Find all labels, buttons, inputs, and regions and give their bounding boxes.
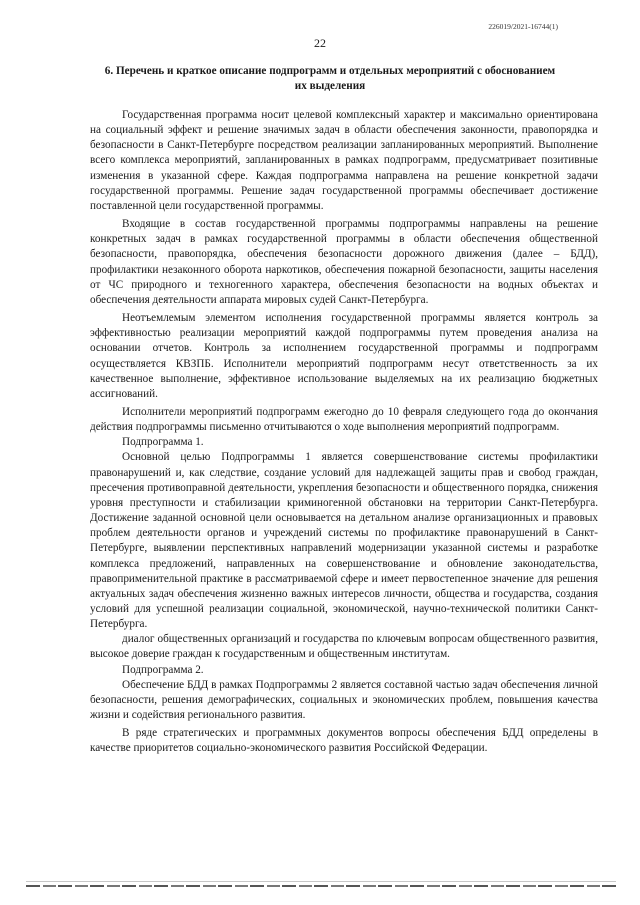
paragraph-program-overview: Государственная программа носит целевой комплексный характер и максимально ориентирована на социальный эффект и решение значимых задач в области обеспечения законности, правопорядка и безопасности в Санкт-Петербурге посредством реализации запланированных мероприятий. Выполнение всего комплекса мероприятий, запланированных в рамках подпрограмм, предусматривает позитивные изменения в указанной сфере. Каждая подпрограмма направлена на решение конкретной задачи государственной программы. Решение задач государственной программы обеспечивает достижение поставленной цели государственной программы. [90,109,598,212]
document-number: 226019/2021-16744(1) [488,22,558,31]
paragraph-subprogram-1-goal: Основной целью Подпрограммы 1 является совершенствование системы профилактики правонарушений и, как следствие, создание условий для надлежащей защиты прав и свобод граждан, пресечения противоправной деятельности, укрепления безопасности и общественного порядка, снижения уровня преступности и стабилизации криминогенной обстановки на территории Санкт-Петербурга. Достижение заданной основной цели основывается на детальном анализе организационных и правовых проблем деятельности органов и учреждений системы по профилактике правонарушений в Санкт-Петербурге, выявлении перспективных направлений модернизации указанной системы и разработке комплекса предложений, направленных на совершенствование и обновление законодательства, правоприменительной практике в рассматриваемой сфере и имеет первостепенное значение для решения актуальных задач обеспечения жизненно важных интересов личности, общества и государства, создания условий для успешной реализации социальной, экономической, научно-технической политики Санкт-Петербурга. [90,451,598,631]
scan-edge-line [26,885,616,887]
scan-edge-line [26,881,616,882]
subprogram-2-heading: Подпрограмма 2. [122,663,204,676]
document-body [90,108,598,757]
paragraph-subprogram-2-bdd: Обеспечение БДД в рамках Подпрограммы 2 является составной частью задач обеспечения личной безопасности, решения демографических, социальных и экономических проблем, повышения качества жизни и содействия регионального развития. [90,678,598,722]
paragraph-strategic-documents: В ряде стратегических и программных документов вопросы обеспечения БДД определены в качестве приоритетов социально-экономического развития Российской Федерации. [90,727,598,755]
section-heading: 6. Перечень и краткое описание подпрограмм и отдельных мероприятий с обоснованием их выделения [104,65,556,92]
paragraph-subprograms-composition: Входящие в состав государственной программы подпрограммы направлены на решение конкретных задач в рамках государственной программы в области обеспечения общественной безопасности, правопорядка, обеспечения безопасности дорожного движения (далее – БДД), профилактики незаконного оборота наркотиков, обеспечения пожарной безопасности, защиты населения от ЧС природного и техногенного характера, обеспечения безопасности на водных объектах и обеспечения деятельности аппарата мировых судей Санкт-Петербурга. [90,218,598,306]
paragraph-reporting: Исполнители мероприятий подпрограмм ежегодно до 10 февраля следующего года до окончания действия подпрограммы письменно отчитываются о ходе выполнения мероприятий подпрограмм. [90,405,598,434]
page-number: 22 [314,36,326,50]
subprogram-1-heading: Подпрограмма 1. [122,436,204,449]
paragraph-dialog: диалог общественных организаций и государства по ключевым вопросам общественного развития, высокое доверие граждан к государственным и общественным институтам. [90,633,598,661]
paragraph-control: Неотъемлемым элементом исполнения государственной программы является контроль за эффективностью реализации мероприятий каждой подпрограммы путем проведения анализа на основании отчетов. Контроль за исполнением государственной программы и подпрограмм осуществляется КВЗПБ. Исполнители мероприятий подпрограмм несут ответственность за их качественное выполнение, эффективное использование выделяемых на их реализацию бюджетных ассигнований. [90,312,598,400]
